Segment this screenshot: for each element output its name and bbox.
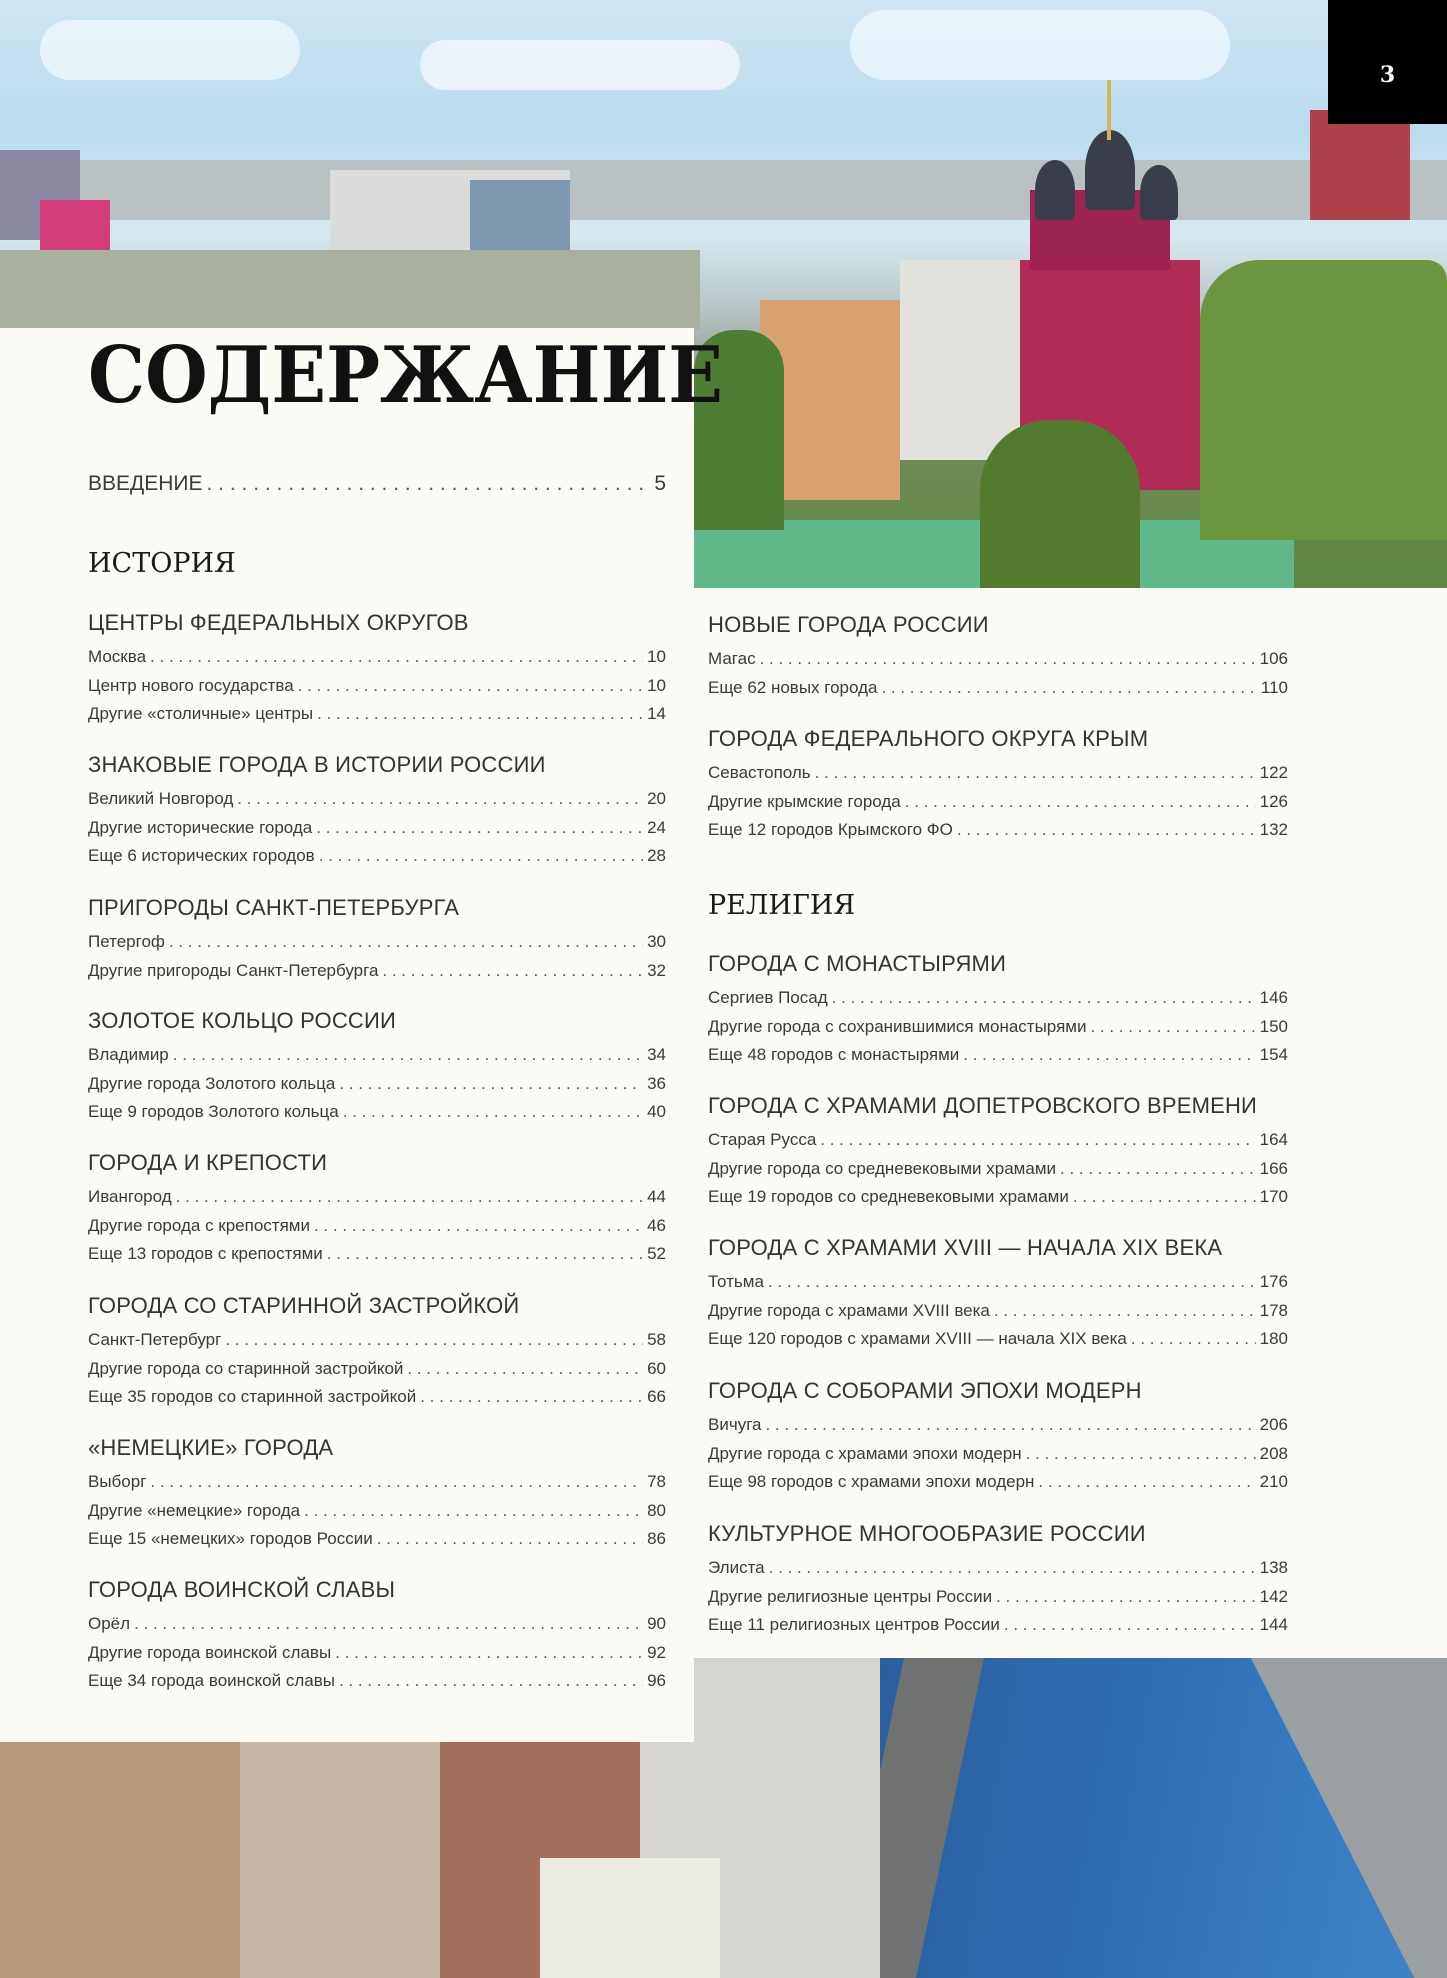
- toc-entry-page: 146: [1259, 988, 1288, 1007]
- toc-leader-dots: [150, 646, 643, 668]
- toc-entry-title: Другие города с храмами XVIII века: [708, 1300, 990, 1320]
- toc-entry[interactable]: [708, 762, 1288, 784]
- toc-entry[interactable]: [708, 1044, 1288, 1066]
- toc-entry-title: Другие пригороды Санкт-Петербурга: [88, 960, 379, 980]
- toc-leader-dots: [237, 788, 643, 810]
- toc-group-title: ЗНАКОВЫЕ ГОРОДА В ИСТОРИИ РОССИИ: [88, 752, 546, 777]
- page-number: 3: [1379, 62, 1396, 88]
- toc-entry-page: 132: [1259, 820, 1288, 839]
- page-title: СОДЕРЖАНИЕ: [88, 330, 723, 421]
- toc-entry-title: Магас: [708, 649, 756, 668]
- toc-entry[interactable]: [88, 931, 666, 953]
- toc-entry[interactable]: [88, 1471, 666, 1493]
- toc-leader-dots: [1090, 1016, 1255, 1038]
- toc-entry-title: Центр нового государства: [88, 675, 294, 695]
- toc-group-title: ГОРОДА ФЕДЕРАЛЬНОГО ОКРУГА КРЫМ: [708, 726, 1149, 751]
- toc-entry[interactable]: [708, 648, 1288, 670]
- toc-entry-page: 86: [647, 1529, 666, 1548]
- toc-entry-title: Другие города с крепостями: [88, 1215, 310, 1235]
- toc-group-title: ЦЕНТРЫ ФЕДЕРАЛЬНЫХ ОКРУГОВ: [88, 610, 469, 635]
- toc-entry-title: Другие города с сохранившимися монастырями: [708, 1016, 1087, 1036]
- toc-entry[interactable]: [88, 1101, 666, 1123]
- toc-entry-page: 210: [1259, 1472, 1288, 1491]
- toc-entry[interactable]: [708, 1414, 1288, 1436]
- toc-entry-title: Другие исторические города: [88, 817, 313, 837]
- toc-entry-title: Великий Новгород: [88, 789, 234, 808]
- toc-entry[interactable]: [88, 703, 666, 725]
- toc-entry[interactable]: [88, 1073, 666, 1095]
- toc-leader-dots: [769, 1557, 1256, 1579]
- toc-entry[interactable]: [708, 1443, 1288, 1465]
- toc-entry-title: Санкт-Петербург: [88, 1330, 222, 1349]
- toc-entry[interactable]: [88, 1358, 666, 1380]
- toc-leader-dots: [768, 1271, 1256, 1293]
- toc-entry-page: 164: [1259, 1130, 1288, 1149]
- toc-entry[interactable]: [708, 1300, 1288, 1322]
- toc-entry-page: 154: [1259, 1045, 1288, 1064]
- toc-leader-dots: [173, 1044, 643, 1066]
- toc-entry-page: 126: [1259, 791, 1288, 811]
- toc-group-title: ПРИГОРОДЫ САНКТ-ПЕТЕРБУРГА: [88, 895, 460, 920]
- toc-entry-title: Другие города с храмами эпохи модерн: [708, 1443, 1022, 1463]
- toc-entry-page: 20: [647, 789, 666, 808]
- toc-entry-title: Владимир: [88, 1045, 169, 1064]
- toc-entry-page: 208: [1259, 1443, 1288, 1463]
- toc-group-title: ЗОЛОТОЕ КОЛЬЦО РОССИИ: [88, 1008, 397, 1033]
- toc-entry-title: Еще 98 городов с храмами эпохи модерн: [708, 1472, 1035, 1491]
- section-heading-history: ИСТОРИЯ: [88, 548, 236, 579]
- toc-entry[interactable]: [88, 788, 666, 810]
- toc-entry-title: Петергоф: [88, 932, 165, 951]
- toc-entry[interactable]: [88, 845, 666, 867]
- toc-entry[interactable]: [708, 1186, 1288, 1208]
- toc-entry-title: Ивангород: [88, 1187, 172, 1206]
- toc-leader-dots: [150, 1471, 643, 1493]
- toc-entry-title: Еще 120 городов с храмами XVIII — начала XIX века: [708, 1329, 1127, 1348]
- toc-entry-title: Еще 15 «немецких» городов России: [88, 1529, 373, 1548]
- toc-entry-title: Еще 62 новых города: [708, 677, 878, 697]
- toc-leader-dots: [314, 1215, 643, 1237]
- toc-entry-title: Еще 48 городов с монастырями: [708, 1045, 960, 1064]
- toc-entry-page: 122: [1259, 763, 1288, 782]
- toc-entry-page: 138: [1259, 1558, 1288, 1577]
- toc-entry-page: 28: [647, 846, 666, 865]
- toc-entry-title: Другие города со старинной застройкой: [88, 1358, 404, 1378]
- toc-entry[interactable]: [708, 819, 1288, 841]
- toc-entry[interactable]: [708, 1471, 1288, 1493]
- toc-entry-title: Еще 34 города воинской славы: [88, 1671, 335, 1690]
- toc-entry[interactable]: [708, 987, 1288, 1009]
- toc-entry-page: 52: [647, 1244, 666, 1263]
- toc-leader-dots: [335, 1642, 643, 1664]
- toc-entry-page: 142: [1259, 1586, 1288, 1606]
- page-number-box: [1328, 0, 1447, 124]
- toc-leader-dots: [957, 819, 1256, 841]
- toc-entry-page: 180: [1259, 1329, 1288, 1348]
- toc-entry-title: Еще 11 религиозных центров России: [708, 1615, 1000, 1634]
- toc-leader-dots: [377, 1528, 643, 1550]
- toc-entry-title: Еще 12 городов Крымского ФО: [708, 820, 953, 839]
- toc-entry-page: 110: [1260, 677, 1288, 697]
- toc-entry-page: 106: [1259, 649, 1288, 668]
- toc-entry-page: 166: [1259, 1158, 1288, 1178]
- toc-group-title: ГОРОДА СО СТАРИННОЙ ЗАСТРОЙКОЙ: [88, 1293, 520, 1318]
- toc-entry-title: Другие города со средневековыми храмами: [708, 1158, 1057, 1178]
- toc-entry-page: 78: [647, 1472, 666, 1491]
- toc-entry-title: Еще 9 городов Золотого кольца: [88, 1102, 339, 1121]
- toc-leader-dots: [339, 1670, 643, 1692]
- toc-leader-dots: [1038, 1471, 1255, 1493]
- toc-entry[interactable]: [708, 1586, 1288, 1608]
- toc-entry-title: Москва: [88, 647, 147, 666]
- toc-entry[interactable]: [88, 1386, 666, 1408]
- toc-entry-title: Другие «столичные» центры: [88, 704, 314, 723]
- toc-entry-page: 46: [647, 1215, 666, 1235]
- toc-group-title: ГОРОДА И КРЕПОСТИ: [88, 1150, 328, 1175]
- toc-entry-page: 30: [647, 932, 666, 951]
- toc-entry-page: 58: [647, 1330, 666, 1349]
- toc-entry[interactable]: [88, 1215, 666, 1237]
- toc-entry-page: 32: [647, 960, 666, 980]
- toc-entry-title: Севастополь: [708, 763, 811, 782]
- toc-entry[interactable]: [88, 1044, 666, 1066]
- toc-entry[interactable]: [708, 1328, 1288, 1350]
- toc-entry-title: Выборг: [88, 1472, 147, 1491]
- toc-entry[interactable]: [708, 1271, 1288, 1293]
- toc-entry[interactable]: [88, 646, 666, 668]
- toc-entry-title: Другие крымские города: [708, 791, 901, 811]
- toc-leader-dots: [994, 1300, 1256, 1322]
- toc-leader-dots: [905, 791, 1256, 813]
- toc-leader-dots: [207, 470, 651, 498]
- section-heading-religion: РЕЛИГИЯ: [708, 890, 856, 921]
- toc-entry-page: 170: [1259, 1187, 1288, 1206]
- toc-group-title: НОВЫЕ ГОРОДА РОССИИ: [708, 612, 989, 637]
- toc-group-title: ГОРОДА С МОНАСТЫРЯМИ: [708, 951, 1007, 976]
- toc-entry-title: Вичуга: [708, 1415, 762, 1434]
- toc-entry[interactable]: [88, 1243, 666, 1265]
- toc-leader-dots: [382, 960, 643, 982]
- toc-leader-dots: [134, 1613, 643, 1635]
- toc-leader-dots: [996, 1586, 1256, 1608]
- toc-group-title: КУЛЬТУРНОЕ МНОГООБРАЗИЕ РОССИИ: [708, 1521, 1146, 1546]
- toc-leader-dots: [815, 762, 1256, 784]
- toc-group-title: ГОРОДА С СОБОРАМИ ЭПОХИ МОДЕРН: [708, 1378, 1142, 1403]
- toc-entry[interactable]: [708, 1016, 1288, 1038]
- toc-leader-dots: [407, 1358, 643, 1380]
- toc-leader-dots: [176, 1186, 643, 1208]
- toc-group-title: ГОРОДА С ХРАМАМИ ДОПЕТРОВСКОГО ВРЕМЕНИ: [708, 1093, 1258, 1118]
- toc-entry[interactable]: [88, 675, 666, 697]
- toc-entry-page: 34: [647, 1045, 666, 1064]
- toc-entry-page: 60: [647, 1358, 666, 1378]
- toc-entry-title: Элиста: [708, 1558, 765, 1577]
- toc-entry[interactable]: [88, 1186, 666, 1208]
- toc-entry-page: 24: [647, 817, 666, 837]
- toc-entry[interactable]: [88, 1528, 666, 1550]
- toc-leader-dots: [1060, 1158, 1256, 1180]
- toc-leader-dots: [881, 677, 1256, 699]
- toc-entry[interactable]: [88, 1500, 666, 1522]
- toc-leader-dots: [316, 817, 643, 839]
- toc-entry[interactable]: [88, 1329, 666, 1351]
- toc-entry[interactable]: [88, 817, 666, 839]
- toc-leader-dots: [420, 1386, 643, 1408]
- toc-entry-page: 10: [647, 675, 666, 695]
- toc-entry-page: 44: [647, 1187, 666, 1206]
- toc-entry-title: Орёл: [88, 1614, 131, 1633]
- toc-entry-intro[interactable]: [88, 470, 666, 498]
- toc-entry-page: 178: [1259, 1300, 1288, 1320]
- toc-entry-title: Другие религиозные центры России: [708, 1586, 993, 1606]
- toc-entry[interactable]: [708, 1158, 1288, 1180]
- toc-entry-page: 14: [647, 704, 666, 723]
- toc-entry-page: 36: [647, 1073, 666, 1093]
- toc-entry[interactable]: [88, 960, 666, 982]
- toc-entry-title: ВВЕДЕНИЕ: [88, 472, 203, 495]
- toc-entry-title: Другие города воинской славы: [88, 1642, 332, 1662]
- toc-entry-page: 92: [647, 1642, 666, 1662]
- toc-leader-dots: [760, 648, 1256, 670]
- toc-entry[interactable]: [708, 791, 1288, 813]
- toc-entry-page: 144: [1259, 1615, 1288, 1634]
- toc-leader-dots: [298, 675, 643, 697]
- toc-entry-title: Сергиев Посад: [708, 988, 828, 1007]
- toc-entry[interactable]: [88, 1670, 666, 1692]
- toc-leader-dots: [319, 845, 643, 867]
- toc-entry-page: 96: [647, 1671, 666, 1690]
- toc-leader-dots: [1131, 1328, 1256, 1350]
- toc-leader-dots: [327, 1243, 643, 1265]
- toc-entry[interactable]: [708, 1614, 1288, 1636]
- toc-entry-page: 66: [647, 1387, 666, 1406]
- toc-entry-title: Другие города Золотого кольца: [88, 1073, 336, 1093]
- toc-entry[interactable]: [708, 677, 1288, 699]
- toc-entry-page: 80: [647, 1500, 666, 1520]
- toc-entry-title: Еще 35 городов со старинной застройкой: [88, 1387, 417, 1406]
- toc-leader-dots: [339, 1073, 643, 1095]
- toc-entry[interactable]: [708, 1557, 1288, 1579]
- toc-entry-title: Еще 13 городов с крепостями: [88, 1244, 323, 1263]
- toc-group-title: «НЕМЕЦКИЕ» ГОРОДА: [88, 1435, 334, 1460]
- toc-leader-dots: [317, 703, 643, 725]
- toc-leader-dots: [169, 931, 643, 953]
- toc-entry-page: 176: [1259, 1272, 1288, 1291]
- toc-leader-dots: [765, 1414, 1255, 1436]
- toc-entry[interactable]: [708, 1129, 1288, 1151]
- toc-group-title: ГОРОДА ВОИНСКОЙ СЛАВЫ: [88, 1577, 396, 1602]
- toc-leader-dots: [225, 1329, 643, 1351]
- toc-entry-title: Еще 19 городов со средневековыми храмами: [708, 1187, 1069, 1206]
- toc-leader-dots: [1004, 1614, 1256, 1636]
- toc-entry-title: Еще 6 исторических городов: [88, 846, 315, 865]
- toc-entry-page: 206: [1259, 1415, 1288, 1434]
- toc-leader-dots: [963, 1044, 1255, 1066]
- toc-entry-page: 40: [647, 1102, 666, 1121]
- toc-entry[interactable]: [88, 1613, 666, 1635]
- toc-entry[interactable]: [88, 1642, 666, 1664]
- toc-leader-dots: [820, 1129, 1255, 1151]
- toc-entry-title: Старая Русса: [708, 1130, 817, 1149]
- toc-entry-title: Другие «немецкие» города: [88, 1500, 301, 1520]
- toc-leader-dots: [1073, 1186, 1256, 1208]
- toc-group-title: ГОРОДА С ХРАМАМИ XVIII — НАЧАЛА XIX ВЕКА: [708, 1235, 1223, 1260]
- toc-leader-dots: [343, 1101, 643, 1123]
- toc-leader-dots: [1026, 1443, 1256, 1465]
- toc-entry-page: 10: [647, 647, 666, 666]
- toc-leader-dots: [832, 987, 1256, 1009]
- toc-entry-page: 5: [654, 472, 666, 495]
- toc-entry-page: 90: [647, 1614, 666, 1633]
- toc-entry-title: Тотьма: [708, 1272, 764, 1291]
- toc-leader-dots: [304, 1500, 643, 1522]
- toc-entry-page: 150: [1259, 1016, 1288, 1036]
